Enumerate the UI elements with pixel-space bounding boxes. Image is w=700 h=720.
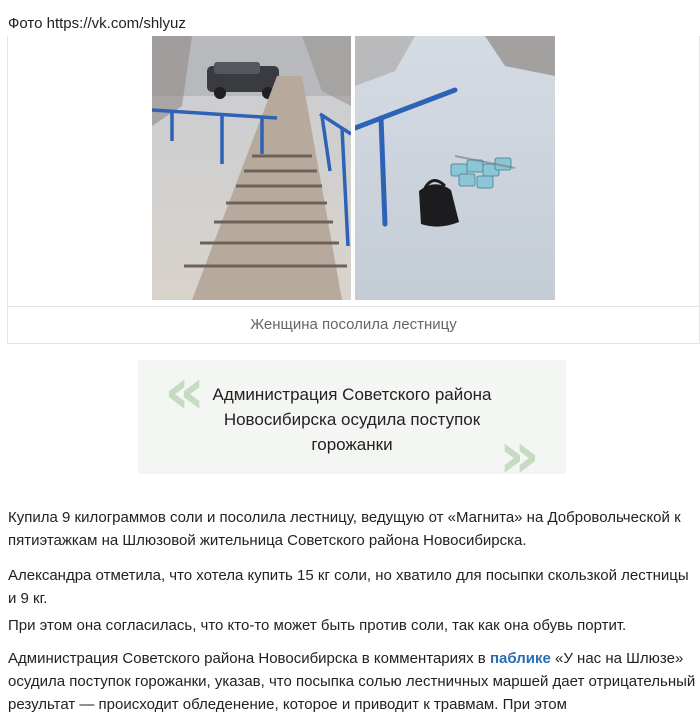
quote-open-icon: « (164, 355, 206, 429)
pull-quote (138, 355, 566, 493)
paragraph-text: «У нас на Шлюзе» осудила поступок горожанки, указав, что посыпка солью лестничных маршей дает отрицательный результат — происходит обледенение, которое и приводит к травмам. При этом (8, 650, 696, 713)
stairs-photo[interactable] (152, 36, 351, 300)
article-paragraph: Александра отметила, что хотела купить 15 кг соли, но хватило для посыпки скользкой лестницы и 9 кг. (8, 567, 689, 607)
photo-caption: Женщина посолила лестницу (250, 316, 457, 333)
photo-collage (152, 36, 555, 300)
article-paragraph: При этом она согласилась, что кто-то может быть против соли, так как она обувь портит. (8, 617, 627, 634)
public-link[interactable]: паблике (489, 650, 551, 667)
caption-divider (8, 306, 699, 307)
railing-photo[interactable] (355, 36, 555, 300)
article-paragraph (8, 647, 700, 716)
article-body (8, 506, 700, 720)
quote-close-icon: » (498, 419, 540, 493)
photo-figure (7, 36, 700, 344)
pull-quote-text: Администрация Советского района Новосибирска осудила поступок горожанки (212, 385, 492, 454)
photo-credit: Фото https://vk.com/shlyuz (8, 15, 186, 32)
paragraph-text: Администрация Советского района Новосибирска в комментариях в (8, 650, 490, 667)
article-paragraph: Купила 9 килограммов соли и посолила лестницу, ведущую от «Магнита» на Добровольческой к пятиэтажкам на Шлюзовой жительница Советского района Новосибирска. (8, 509, 681, 549)
